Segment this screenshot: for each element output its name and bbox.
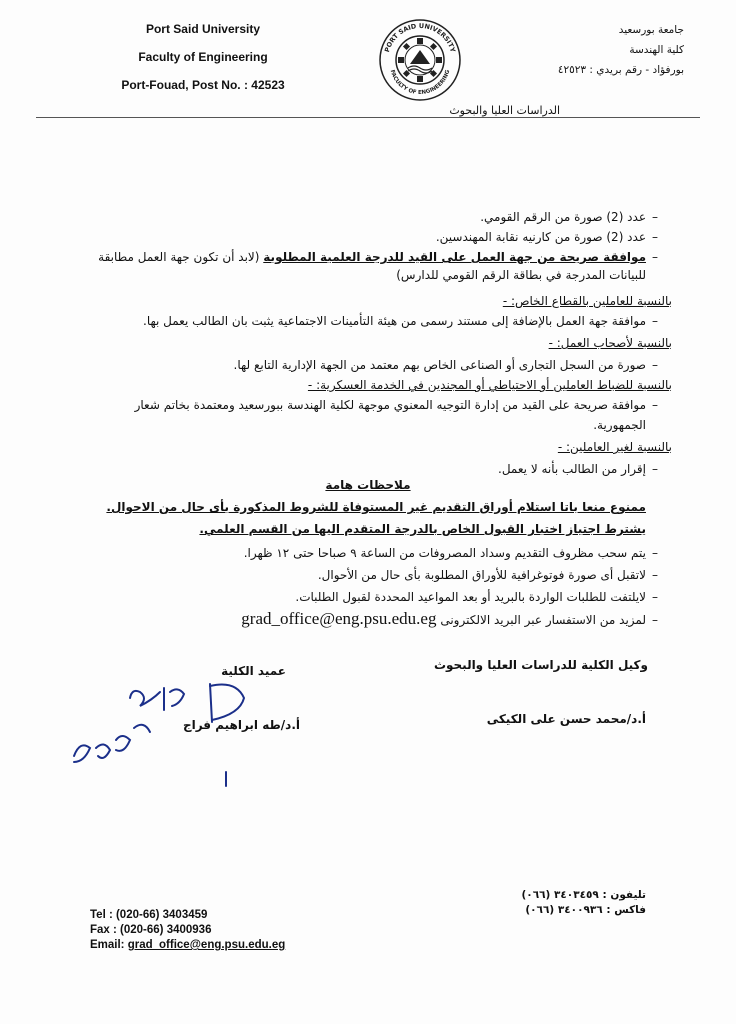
footer-tel-ar: تليفون : ٣٤٠٣٤٥٩ (٠٦٦) (521, 889, 646, 901)
footer-email-link[interactable]: grad_office@eng.psu.edu.eg (127, 939, 286, 951)
university-name-ar: جامعة بورسعيد (618, 24, 684, 36)
note-item: –لمزيد من الاستفسار عبر البريد الالكترونى grad_office@eng.psu.edu.eg (241, 609, 658, 628)
note-item: –يتم سحب مظروف التقديم وسداد المصروفات من الساعة ٩ صباحا حتى ١٢ ظهرا. (243, 546, 658, 560)
address-ar: بورفؤاد - رقم بريدي : ٤٢٥٢٣ (557, 64, 684, 76)
dean-name: أ.د/طه ابراهيم فراج (182, 718, 300, 732)
list-item-continuation: للبيانات المدرجة في بطاقة الرقم القومي للدارس) (396, 268, 646, 282)
footer-fax-ar: فاكس : ٣٤٠٠٩٣٦ (٠٦٦) (525, 904, 646, 916)
address-en: Port-Fouad, Post No. : 42523 (121, 78, 285, 92)
list-item-continuation: الجمهورية. (593, 418, 646, 432)
list-item: –عدد (2) صورة من كارنيه نقابة المهندسين. (435, 230, 658, 244)
university-seal-logo (376, 16, 464, 104)
requirements-list (54, 210, 672, 480)
section-heading: بالنسبة لغير العاملين: - (557, 440, 672, 454)
faculty-name-en: Faculty of Engineering (138, 50, 268, 64)
header-divider (36, 117, 700, 118)
vice-dean-title: وكيل الكلية للدراسات العليا والبحوث (433, 658, 648, 672)
list-item: –إقرار من الطالب بأنه لا يعمل. (498, 462, 658, 476)
list-item: –موافقة جهة العمل بالإضافة إلى مستند رسمى من هيئة التأمينات الاجتماعية يثبت بان الطالب يعمل بها. (143, 314, 658, 328)
footer-contact-en (90, 908, 285, 953)
notes-list (54, 500, 664, 640)
note-item: –لاتقبل أى صورة فوتوغرافية للأوراق المطلوبة بأى حال من الأحوال. (317, 568, 658, 582)
contact-email-link[interactable]: grad_office@eng.psu.edu.eg (241, 609, 437, 628)
notes-title: ملاحظات هامة (325, 478, 411, 492)
svg-text:FACULTY OF ENGINEERING: FACULTY OF ENGINEERING (388, 69, 452, 97)
list-item: –موافقة صريحة على القيد من إدارة التوجيه المعنوي موجهة لكلية الهندسة ببورسعيد ومعتمدة بخاتم شعار (134, 398, 658, 412)
footer-fax: Fax : (020-66) 3400936 (90, 924, 212, 936)
footer-tel: Tel : (020-66) 3403459 (90, 909, 208, 921)
department-label: الدراسات العليا والبحوث (449, 104, 560, 117)
section-heading: بالنسبة للضباط العاملين أو الاحتياطي أو المجندين في الخدمة العسكرية: - (307, 378, 672, 392)
handwritten-signature (60, 670, 280, 790)
note-item: يشترط اجتياز اختبار القبول الخاص بالدرجة المتقدم اليها من القسم العلمي. (199, 522, 646, 536)
section-heading: بالنسبة للعاملين بالقطاع الخاص: - (502, 294, 672, 308)
dean-title: عميد الكلية (221, 664, 286, 678)
list-item: –صورة من السجل التجارى أو الصناعى الخاص بهم معتمد من الجهة الإدارية التابع لها. (233, 358, 658, 372)
section-heading: بالنسبة لأصحاب العمل: - (548, 336, 672, 350)
list-item: –موافقة صريحة من جهة العمل على القيد للدرجة العلمية المطلوبة (لابد أن تكون جهة العمل مطابقة (98, 250, 658, 264)
note-item: ممنوع منعا باتا استلام أوراق التقديم غير المستوفاة للشروط المذكورة بأى حال من الاحوال. (106, 500, 646, 514)
university-name-en: Port Said University (145, 22, 261, 36)
list-item: –عدد (2) صورة من الرقم القومي. (480, 210, 658, 224)
vice-dean-name: أ.د/محمد حسن على الكيكى (486, 712, 646, 726)
svg-text:PORT SAID UNIVERSITY: PORT SAID UNIVERSITY (383, 21, 457, 54)
note-item: –لايلتفت للطلبات الواردة بالبريد أو بعد المواعيد المحددة لقبول الطلبات. (295, 590, 658, 604)
faculty-name-ar: كلية الهندسة (629, 44, 684, 56)
footer-email-row: Email: grad_office@eng.psu.edu.eg (90, 939, 286, 951)
footer-contact-ar (521, 888, 646, 918)
